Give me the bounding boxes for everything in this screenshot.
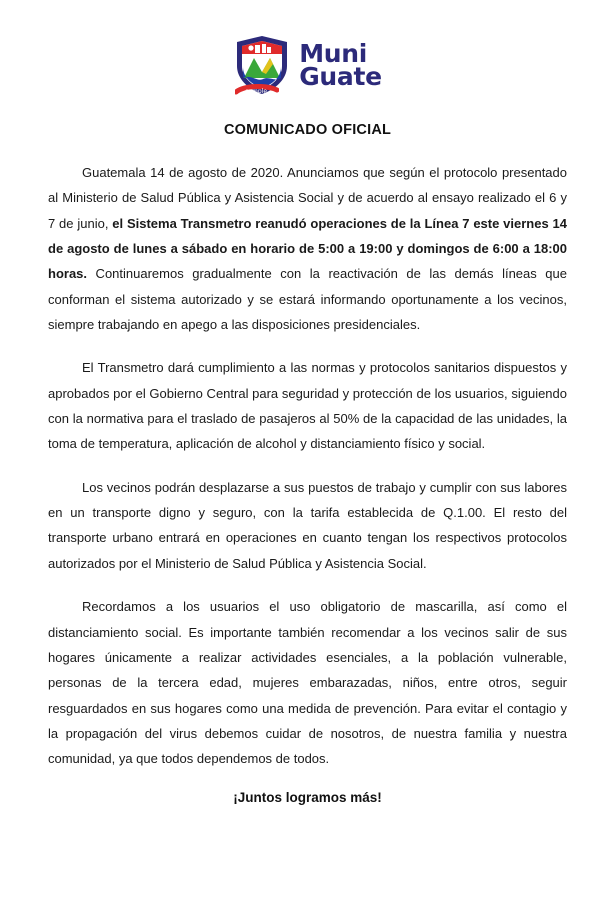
ribbon-text: cumple bbox=[245, 88, 268, 95]
logo-header bbox=[48, 34, 567, 96]
logo-word-line2: Guate bbox=[299, 62, 382, 91]
logo-word-line1: Muni bbox=[299, 39, 368, 68]
paragraph-1-highlight: el Sistema Transmetro reanudó operaciones de la Línea 7 este viernes 14 de agosto de lunes a sábado en horario de 5:00 a 19:00 y domingos de 6:00 a 18:00 horas. bbox=[48, 215, 567, 282]
paragraph-1 bbox=[48, 160, 567, 337]
paragraph-1-post: Continuaremos gradualmente con la reactivación de las demás líneas que conforman el sistema autorizado y se estará informando oportunamente a los vecinos, siempre trabajando en apego a las disposiciones presidenciales. bbox=[48, 266, 567, 333]
paragraph-1-pre: Guatemala 14 de agosto de 2020. Anunciamos que según el protocolo presentado al Ministerio de Salud Pública y Asistencia Social y de acuerdo al ensayo realizado el 6 y 7 de junio, bbox=[48, 165, 567, 231]
muniguate-logo bbox=[233, 34, 382, 96]
closing-slogan: ¡Juntos logramos más! bbox=[233, 789, 382, 805]
logo-wordmark bbox=[299, 39, 382, 91]
paragraph-3: Los vecinos podrán desplazarse a sus puestos de trabajo y cumplir con sus labores en un transporte digno y seguro, con la tarifa establecida de Q.1.00. El resto del transporte urbano entrará en operaciones en cuanto tengan los respectivos protocolos autorizados por el Ministerio de Salud Pública y Asistencia Social. bbox=[48, 479, 567, 571]
paragraph-2: El Transmetro dará cumplimiento a las normas y protocolos sanitarios dispuestos y aprobados por el Gobierno Central para seguridad y protección de los usuarios, siguiendo con la normativa para el traslado de pasajeros al 50% de la capacidad de las unidades, la toma de temperatura, aplicación de alcohol y distanciamiento físico y social. bbox=[48, 360, 567, 452]
paragraph-4: Recordamos a los usuarios el uso obligatorio de mascarilla, así como el distanciamiento social. Es importante también recomendar a los vecinos salir de sus hogares únicamente a realizar actividades esenciales, a la población vulnerable, personas de la tercera edad, mujeres embarazadas, niños, entre otros, seguir resguardados en sus hogares como una medida de prevención. Para evitar el contagio y la propagación del virus debemos cuidar de nosotros, de nuestra familia y nuestra comunidad, ya que todos dependemos de todos. bbox=[48, 599, 567, 767]
muniguate-shield-icon bbox=[233, 34, 291, 96]
page-title: COMUNICADO OFICIAL bbox=[223, 122, 392, 138]
